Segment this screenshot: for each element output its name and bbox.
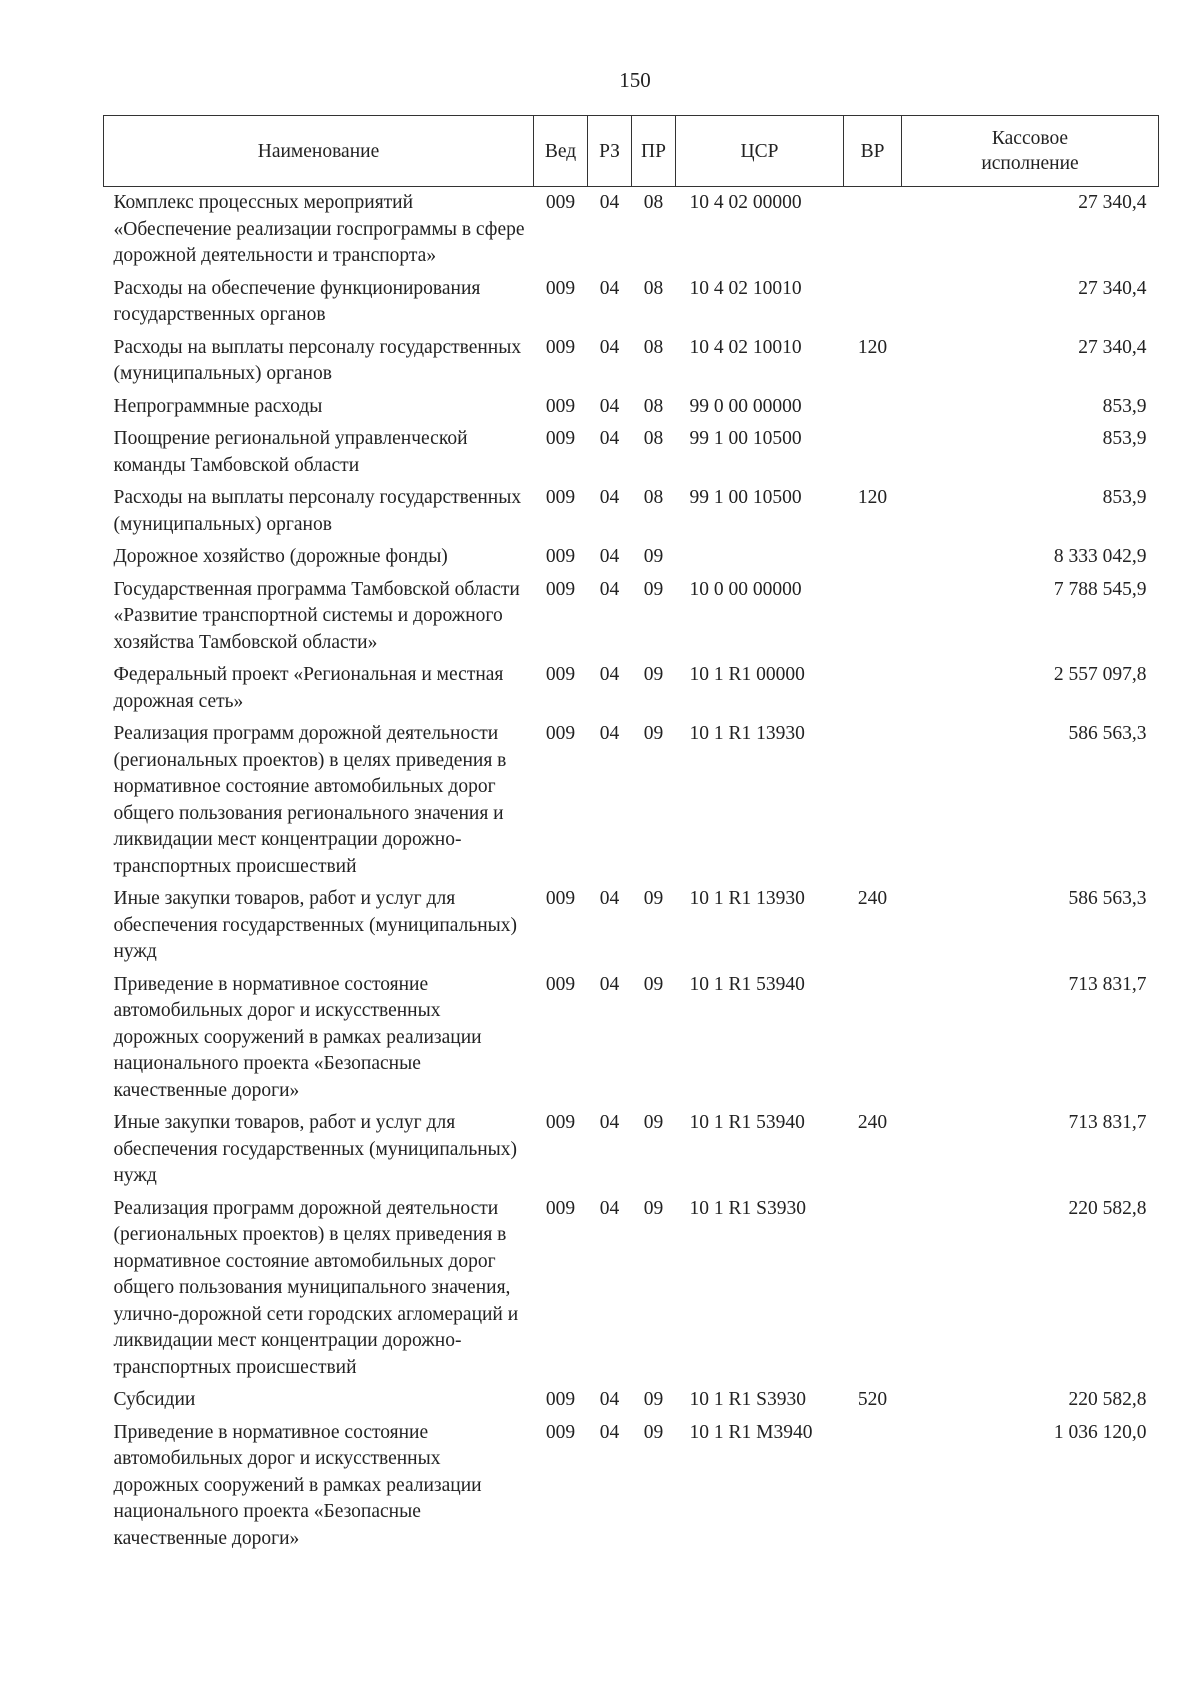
cell-sum: 220 582,8 <box>1068 1389 1147 1410</box>
header-sum: Кассовое исполнение <box>902 116 1159 187</box>
cell-sum: 586 563,3 <box>1068 888 1147 909</box>
cell-csr <box>676 541 844 574</box>
cell-csr: 10 1 R1 13930 <box>689 888 805 909</box>
cell-name: Комплекс процессных мероприятий «Обеспечение реализации госпрограммы в сфере дорожной деятельности и транспорта» <box>113 192 525 266</box>
cell-pr: 09 <box>643 1197 664 1219</box>
cell-ved: 009 <box>545 546 576 567</box>
cell-name: Расходы на выплаты персоналу государственных (муниципальных) органов <box>113 336 522 384</box>
cell-sum: 8 333 042,9 <box>1053 546 1147 567</box>
cell-sum: 2 557 097,8 <box>1053 664 1147 685</box>
table-row <box>104 423 1159 482</box>
cell-sum: 853,9 <box>1102 428 1147 449</box>
cell-ved: 009 <box>545 578 576 600</box>
cell-csr: 10 1 R1 53940 <box>689 1112 805 1133</box>
table-row <box>104 273 1159 332</box>
cell-sum: 586 563,3 <box>1068 723 1147 744</box>
cell-sum: 7 788 545,9 <box>1053 578 1147 600</box>
cell-pr: 09 <box>643 578 664 600</box>
cell-ved: 009 <box>545 428 576 449</box>
cell-sum: 713 831,7 <box>1068 973 1147 995</box>
header-ved: Вед <box>534 116 588 187</box>
cell-vr: 520 <box>857 1389 888 1410</box>
table-row <box>104 1417 1159 1556</box>
cell-name: Государственная программа Тамбовской области «Развитие транспортной системы и дорожного хозяйства Тамбовской области» <box>113 578 520 653</box>
cell-ved: 009 <box>545 1112 576 1133</box>
cell-pr: 08 <box>643 395 664 417</box>
cell-name: Непрограммные расходы <box>113 395 323 417</box>
cell-rz: 04 <box>599 723 620 744</box>
cell-vr <box>844 1417 902 1556</box>
table-header <box>104 116 1159 187</box>
cell-ved: 009 <box>545 664 576 685</box>
cell-csr: 10 4 02 10010 <box>689 277 802 299</box>
cell-sum: 713 831,7 <box>1068 1112 1147 1133</box>
cell-sum: 27 340,4 <box>1078 192 1147 213</box>
table-row <box>104 187 1159 273</box>
table-row <box>104 883 1159 969</box>
budget-table <box>103 115 1159 1555</box>
cell-csr: 10 4 02 00000 <box>689 192 802 213</box>
cell-rz: 04 <box>599 546 620 567</box>
table-row <box>104 1193 1159 1385</box>
table-row <box>104 482 1159 541</box>
cell-vr: 120 <box>857 487 888 508</box>
cell-rz: 04 <box>599 395 620 417</box>
cell-ved: 009 <box>545 395 576 417</box>
cell-sum: 853,9 <box>1102 487 1147 508</box>
table-row <box>104 659 1159 718</box>
cell-pr: 09 <box>643 888 664 909</box>
table-row <box>104 391 1159 424</box>
cell-rz: 04 <box>599 1197 620 1219</box>
cell-sum: 27 340,4 <box>1078 336 1147 358</box>
cell-pr: 09 <box>643 546 664 567</box>
cell-csr: 10 0 00 00000 <box>689 578 802 600</box>
cell-vr: 240 <box>857 888 888 909</box>
cell-vr <box>844 574 902 660</box>
cell-ved: 009 <box>545 192 576 213</box>
table-row <box>104 969 1159 1108</box>
cell-name: Иные закупки товаров, работ и услуг для обеспечения государственных (муниципальных) нужд <box>113 1112 518 1186</box>
cell-pr: 09 <box>643 1389 664 1410</box>
cell-rz: 04 <box>599 428 620 449</box>
cell-name: Дорожное хозяйство (дорожные фонды) <box>113 546 448 567</box>
cell-pr: 08 <box>643 277 664 299</box>
cell-vr <box>844 969 902 1108</box>
cell-sum: 220 582,8 <box>1068 1197 1147 1219</box>
cell-ved: 009 <box>545 277 576 299</box>
cell-name: Субсидии <box>113 1389 196 1410</box>
cell-ved: 009 <box>545 1421 576 1443</box>
cell-name: Реализация программ дорожной деятельности (региональных проектов) в целях приведения в нормативное состояние автомобильных дорог общего пользования муниципального значения, улично-дорожной сети городских агломераций и ликвидации мест концентрации дорожно-транспортных происшествий <box>113 1197 519 1378</box>
table-row <box>104 574 1159 660</box>
cell-name: Приведение в нормативное состояние автомобильных дорог и искусственных дорожных сооружений в рамках реализации национального проекта «Безопасные качественные дороги» <box>113 1421 482 1549</box>
cell-rz: 04 <box>599 1112 620 1133</box>
cell-vr <box>844 423 902 482</box>
cell-name: Поощрение региональной управленческой команды Тамбовской области <box>113 428 468 476</box>
cell-csr: 99 1 00 10500 <box>689 487 802 508</box>
cell-rz: 04 <box>599 973 620 995</box>
cell-rz: 04 <box>599 336 620 358</box>
cell-rz: 04 <box>599 277 620 299</box>
cell-rz: 04 <box>599 888 620 909</box>
cell-pr: 09 <box>643 1421 664 1443</box>
cell-pr: 08 <box>643 192 664 213</box>
cell-ved: 009 <box>545 1389 576 1410</box>
cell-csr: 10 1 R1 S3930 <box>689 1389 806 1410</box>
cell-ved: 009 <box>545 487 576 508</box>
cell-pr: 08 <box>643 428 664 449</box>
cell-vr <box>844 659 902 718</box>
cell-name: Расходы на обеспечение функционирования государственных органов <box>113 277 481 325</box>
cell-name: Расходы на выплаты персоналу государственных (муниципальных) органов <box>113 487 522 535</box>
cell-vr <box>844 1193 902 1385</box>
cell-rz: 04 <box>599 192 620 213</box>
cell-csr: 10 1 R1 53940 <box>689 973 805 995</box>
header-pr: ПР <box>632 116 676 187</box>
cell-csr: 10 1 R1 00000 <box>689 664 805 685</box>
cell-ved: 009 <box>545 336 576 358</box>
cell-vr <box>844 541 902 574</box>
table-row <box>104 1384 1159 1417</box>
table-row <box>104 1107 1159 1193</box>
table-body <box>104 187 1159 1556</box>
cell-sum: 1 036 120,0 <box>1053 1421 1147 1443</box>
cell-name: Приведение в нормативное состояние автомобильных дорог и искусственных дорожных сооружений в рамках реализации национального проекта «Безопасные качественные дороги» <box>113 973 482 1101</box>
cell-rz: 04 <box>599 1421 620 1443</box>
cell-vr: 240 <box>857 1112 888 1133</box>
cell-rz: 04 <box>599 578 620 600</box>
cell-rz: 04 <box>599 1389 620 1410</box>
cell-csr: 99 0 00 00000 <box>689 395 802 417</box>
cell-ved: 009 <box>545 1197 576 1219</box>
cell-name: Иные закупки товаров, работ и услуг для обеспечения государственных (муниципальных) нужд <box>113 888 518 962</box>
cell-rz: 04 <box>599 487 620 508</box>
header-rz: РЗ <box>588 116 632 187</box>
cell-vr <box>844 391 902 424</box>
cell-csr: 10 1 R1 13930 <box>689 723 805 744</box>
cell-ved: 009 <box>545 973 576 995</box>
cell-csr: 99 1 00 10500 <box>689 428 802 449</box>
cell-csr: 10 4 02 10010 <box>689 336 802 358</box>
cell-pr: 09 <box>643 664 664 685</box>
cell-pr: 08 <box>643 336 664 358</box>
cell-ved: 009 <box>545 888 576 909</box>
cell-vr <box>844 718 902 883</box>
cell-ved: 009 <box>545 723 576 744</box>
page-number: 150 <box>619 68 651 92</box>
cell-vr <box>844 187 902 273</box>
cell-rz: 04 <box>599 664 620 685</box>
table-row <box>104 332 1159 391</box>
cell-csr: 10 1 R1 S3930 <box>689 1197 806 1219</box>
cell-sum: 27 340,4 <box>1078 277 1147 299</box>
cell-pr: 09 <box>643 1112 664 1133</box>
header-name: Наименование <box>104 116 534 187</box>
table-row <box>104 541 1159 574</box>
cell-pr: 09 <box>643 723 664 744</box>
cell-sum: 853,9 <box>1102 395 1147 417</box>
cell-pr: 08 <box>643 487 664 508</box>
table-row <box>104 718 1159 883</box>
header-csr: ЦСР <box>676 116 844 187</box>
cell-pr: 09 <box>643 973 664 995</box>
cell-vr: 120 <box>857 336 888 358</box>
header-vr: ВР <box>844 116 902 187</box>
cell-csr: 10 1 R1 M3940 <box>689 1421 813 1443</box>
cell-name: Федеральный проект «Региональная и местная дорожная сеть» <box>113 664 504 712</box>
cell-vr <box>844 273 902 332</box>
cell-name: Реализация программ дорожной деятельности (региональных проектов) в целях приведения в нормативное состояние автомобильных дорог общего пользования регионального значения и ликвидации мест концентрации дорожно-транспортных происшествий <box>113 723 507 877</box>
